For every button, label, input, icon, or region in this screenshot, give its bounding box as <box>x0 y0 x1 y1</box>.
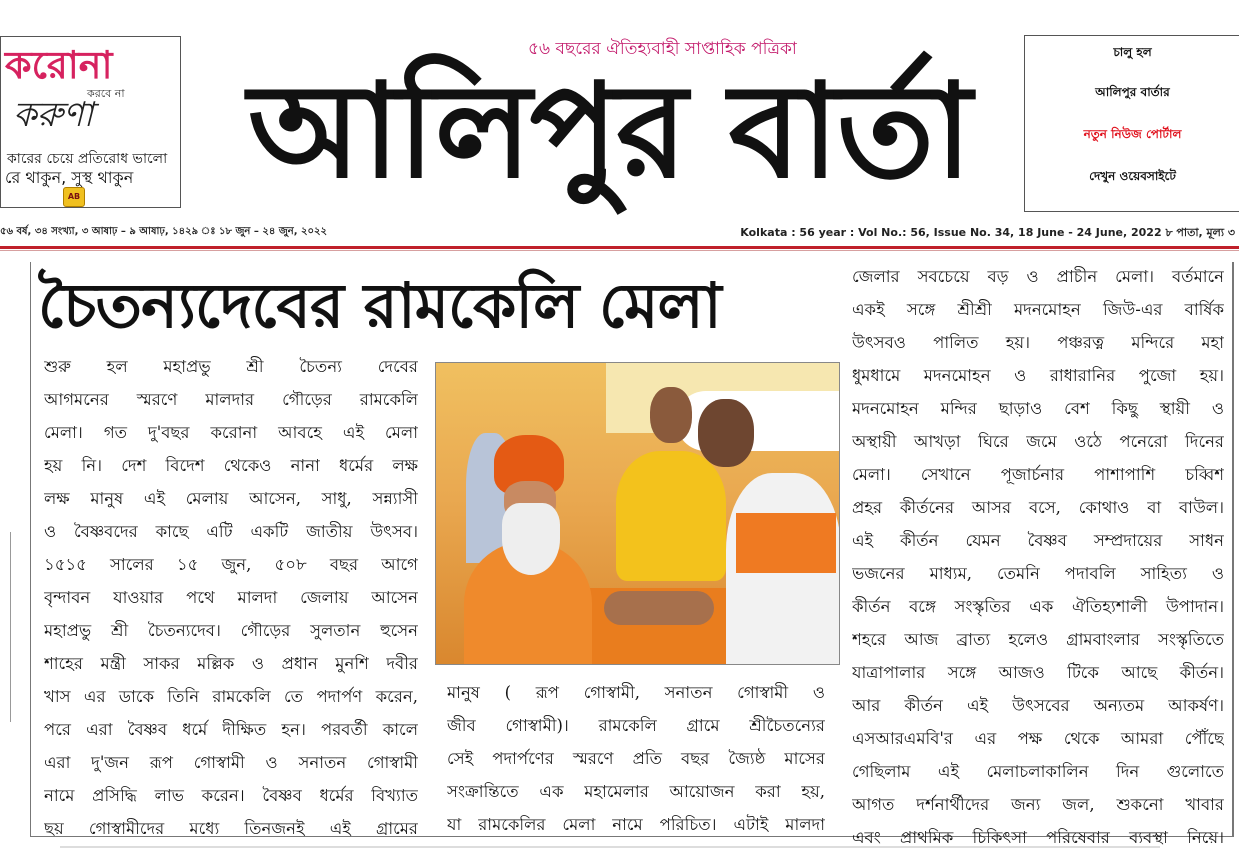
article-line: আগমনের স্মরণে মালদার গৌড়ের রামকেলি <box>44 390 418 409</box>
article-line: ভজনের মাধ্যম, তেমনি পদাবলি সাহিত্য ও <box>852 564 1224 583</box>
portal-ad-line-4: দেখুন ওয়েবসাইটে <box>1089 169 1176 183</box>
corona-awareness-ad[interactable] <box>0 36 181 208</box>
article-line: নামে প্রসিদ্ধি লাভ করেন। বৈষ্ণব ধর্মের বিখ্যাত <box>44 786 418 805</box>
article-line: পরে এরা বৈষ্ণব ধর্মে দীক্ষিত হন। পরবর্তী কালে <box>44 720 418 739</box>
article-line: এসআরএমবি'র এর পক্ষ থেকে আমরা পৌঁছে <box>852 729 1224 748</box>
article-line: অস্থায়ী আখড়া ঘিরে জমে ওঠে পনেরো দিনের <box>852 432 1224 451</box>
masthead-divider-thin <box>0 250 1239 251</box>
article-line: ১৫১৫ সালের ১৫ জুন, ৫০৮ বছর আগে <box>44 555 418 574</box>
news-portal-ad[interactable] <box>1024 35 1239 212</box>
article-line: আগত দর্শনার্থীদের জন্য জল, শুকনো খাবার <box>852 795 1224 814</box>
article-line: মদনমোহন মন্দির ছাড়াও বেশ কিছু স্থায়ী ও <box>852 399 1224 418</box>
newspaper-title[interactable]: আলিপুর বার্তা <box>248 55 970 207</box>
photo-volunteer-jersey <box>736 513 836 573</box>
article-line: উৎসবও পালিত হয়। পঞ্চরত্ন মন্দিরে মহা <box>852 333 1224 352</box>
article-line: মানুষ ( রূপ গোস্বামী, সনাতন গোস্বামী ও <box>447 683 825 702</box>
article-line: লক্ষ মানুষ এই মেলায় আসেন, সাধু, সন্ন্যাসী <box>44 489 418 508</box>
portal-ad-line-2: আলিপুর বার্তার <box>1095 85 1170 99</box>
article-line: শহরে আজ ব্রাত্য হলেও গ্রামবাংলার সংস্কৃতিতে <box>852 630 1224 649</box>
portal-ad-line-1: চালু হল <box>1113 45 1152 59</box>
ad-line-2: রে থাকুন, সুস্থ থাকুন <box>5 168 134 187</box>
ad-brand-sub: করবে না <box>87 87 125 100</box>
photo-hands <box>604 591 714 625</box>
article-line: মহাপ্রভু শ্রী চৈতন্যদেব। গৌড়ের সুলতান হুসেন <box>44 621 418 640</box>
article-line: এবং প্রাথমিক চিকিৎসা পরিষেবার ব্যবস্থা নিয়ে। <box>852 828 1224 847</box>
ad-line-1: কারের চেয়ে প্রতিরোধ ভালো <box>7 151 168 167</box>
article-frame-right <box>1232 262 1234 837</box>
article-line: সেই পদার্পণের স্মরণে প্রতি বছর জ্যৈষ্ঠ মাসের <box>447 749 825 768</box>
article-line: শুরু হল মহাপ্রভু শ্রী চৈতন্য দেবের <box>44 357 418 376</box>
article-line: প্রহর কীর্তনের আসর বসে, কোথাও বা বাউল। <box>852 498 1224 517</box>
photo-person-head <box>650 387 692 443</box>
article-column-2 <box>447 676 825 841</box>
article-line: জীব গোস্বামী)। রামকেলি গ্রামে শ্রীচৈতন্যের <box>447 716 825 735</box>
photo-person-yellow-shirt <box>616 451 726 581</box>
article-headline[interactable]: চৈতন্যদেবের রামকেলি মেলা <box>38 269 721 342</box>
article-line: গেছিলাম এই মেলাচলাকালিন দিন গুলোতে <box>852 762 1224 781</box>
article-column-3 <box>852 260 1224 854</box>
masthead-divider <box>0 246 1239 249</box>
article-line: হয় নি। দেশ বিদেশ থেকেও নানা ধর্মের লক্ষ <box>44 456 418 475</box>
article-line: ধুমধামে মদনমোহন ও রাধারানির পুজো হয়। <box>852 366 1224 385</box>
photo-sadhu-beard <box>502 503 560 575</box>
article-line: শাহের মন্ত্রী সাকর মল্লিক ও প্রধান মুনশি দবীর <box>44 654 418 673</box>
article-line: ও বৈষ্ণবদের কাছে এটি একটি জাতীয় উৎসব। <box>44 522 418 541</box>
ad-brand-bottom: করুণা <box>13 95 94 135</box>
portal-ad-line-3: নতুন নিউজ পোর্টাল <box>1083 127 1182 141</box>
article-line: মেলা। সেখানে পূজার্চনার পাশাপাশি চব্বিশ <box>852 465 1224 484</box>
article-line: এই কীর্তন যেমন বৈষ্ণব সম্প্রদায়ের সাধন <box>852 531 1224 550</box>
dateline-english: Kolkata : 56 year : Vol No.: 56, Issue No. 34, 18 June - 24 June, 2022 ৮ পাতা, মূল্য ৩ <box>740 226 1235 239</box>
article-line: বৃন্দাবন যাওয়ার পথে মালদা জেলায় আসেন <box>44 588 418 607</box>
article-line: আর কীর্তন এই উৎসবের অন্যতম আকর্ষণ। <box>852 696 1224 715</box>
article-line: কীর্তন বঙ্গে সংস্কৃতির এক ঐতিহ্যশালী উপাদান। <box>852 597 1224 616</box>
article-column-1 <box>44 350 418 845</box>
article-line: খাস এর ডাকে তিনি রামকেলি তে পদার্পণ করেন, <box>44 687 418 706</box>
ad-logo-icon: AB <box>63 187 85 207</box>
ad-brand-top: করোনা <box>5 42 113 87</box>
photo-volunteer-head <box>698 399 754 467</box>
article-line: যা রামকেলির মেলা নামে পরিচিত। এটাই মালদা <box>447 815 825 834</box>
article-photo[interactable] <box>435 362 840 665</box>
article-line: মেলা। গত দু'বছর করোনা আবহে এই মেলা <box>44 423 418 442</box>
masthead-tagline: ৫৬ বছরের ঐতিহ্যবাহী সাপ্তাহিক পত্রিকা <box>528 39 797 59</box>
article-line: সংক্রান্তিতে এক মহামেলার আয়োজন করা হয়, <box>447 782 825 801</box>
article-line: একই সঙ্গে শ্রীশ্রী মদনমোহন জিউ-এর বার্ষিক <box>852 300 1224 319</box>
article-line: ছয় গোস্বামীদের মধ্যে তিনজনই এই গ্রামের <box>44 819 418 838</box>
article-line: যাত্রাপালার সঙ্গে আজও টিকে আছে কীর্তন। <box>852 663 1224 682</box>
dateline-bengali: ৫৬ বর্ষ, ৩৪ সংখ্যা, ৩ আষাঢ় – ৯ আষাঢ়, ১৪২৯ ঃ ১৮ জুন – ২৪ জুন, ২০২২ <box>0 226 328 237</box>
article-line: জেলার সবচেয়ে বড় ও প্রাচীন মেলা। বর্তমানে <box>852 267 1224 286</box>
masthead <box>0 0 1239 250</box>
page-margin-line <box>10 532 11 722</box>
article-frame-left <box>30 262 31 837</box>
article-line: এরা দু'জন রূপ গোস্বামী ও সনাতন গোস্বামী <box>44 753 418 772</box>
